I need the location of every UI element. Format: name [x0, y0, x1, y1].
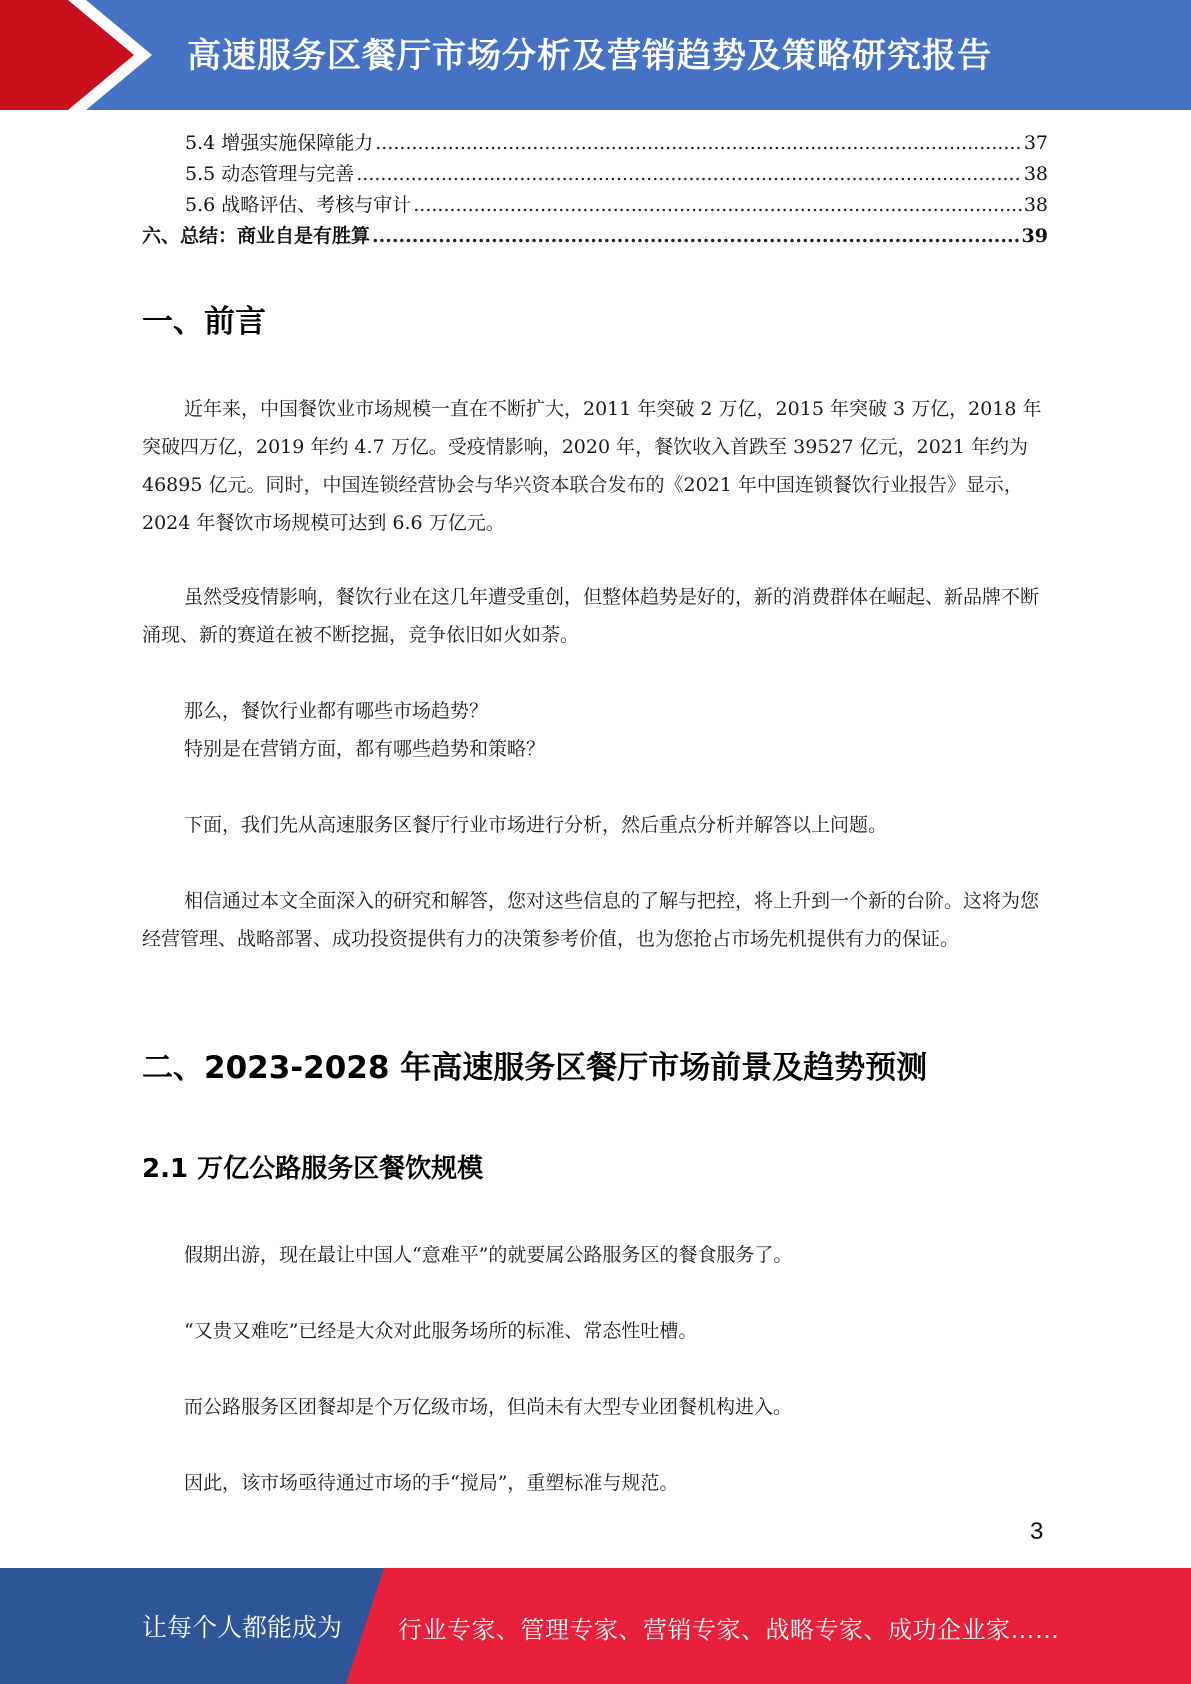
- toc-entry-chapter[interactable]: [142, 221, 1048, 252]
- paragraph: 特别是在营销方面，都有哪些趋势和策略？: [184, 738, 546, 760]
- toc-entry-label: 5.5 动态管理与完善: [185, 163, 355, 185]
- toc-entry-page: 37: [1023, 132, 1048, 154]
- paragraph: 相信通过本文全面深入的研究和解答，您对这些信息的了解与把控，将上升到一个新的台阶。这将为您经营管理、战略部署、成功投资提供有力的决策参考价值，也为您抢占市场先机提供有力的保证。: [142, 890, 1040, 950]
- toc-leader-dots: [413, 194, 1022, 216]
- toc-entry-page: 38: [1023, 163, 1048, 185]
- toc-entry-label: 5.6 战略评估、考核与审计: [185, 194, 412, 216]
- paragraph: 而公路服务区团餐却是个万亿级市场，但尚未有大型专业团餐机构进入。: [184, 1396, 793, 1418]
- toc-leader-dots: [356, 163, 1022, 185]
- toc-entry-page: 39: [1021, 225, 1048, 247]
- report-title: 高速服务区餐厅市场分析及营销趋势及策略研究报告: [187, 36, 992, 76]
- footer-slogan-right: 行业专家、管理专家、营销专家、战略专家、成功企业家……: [398, 1616, 1060, 1644]
- section-heading-preface: 一、前言: [142, 304, 266, 340]
- toc-leader-dots: [375, 132, 1022, 154]
- paragraph: 那么，餐饮行业都有哪些市场趋势？: [184, 700, 489, 722]
- paragraph: 近年来，中国餐饮业市场规模一直在不断扩大，2011 年突破 2 万亿，2015 年突破 3 万亿，2018 年突破四万亿，2019 年约 4.7 万亿。受疫情影响，2020 年，餐饮收入首跌至 39527 亿元，2021 年约为 46895 亿元。同时，中国连锁经营协会与华兴资本联合发布的《2021 年中国连锁餐饮行业报告》显示，2024 年餐饮市场规模可达到 6.6 万亿元。: [142, 398, 1042, 534]
- footer-slogan-left: 让每个人都能成为: [142, 1613, 343, 1642]
- subsection-heading: 2.1 万亿公路服务区餐饮规模: [142, 1154, 484, 1184]
- toc-leader-dots: [372, 225, 1020, 247]
- header-red-chevron: [0, 0, 150, 110]
- page-header: [0, 0, 1191, 110]
- toc-entry-label: 5.4 增强实施保障能力: [185, 132, 374, 154]
- paragraph: 假期出游，现在最让中国人“意难平”的就要属公路服务区的餐食服务了。: [184, 1244, 793, 1266]
- toc-entry[interactable]: [142, 190, 1048, 221]
- section-heading-forecast: 二、2023-2028 年高速服务区餐厅市场前景及趋势预测: [142, 1050, 928, 1086]
- paragraph: 因此，该市场亟待通过市场的手“搅局”，重塑标准与规范。: [184, 1472, 679, 1494]
- paragraph: 虽然受疫情影响，餐饮行业在这几年遭受重创，但整体趋势是好的，新的消费群体在崛起、新品牌不断涌现、新的赛道在被不断挖掘，竞争依旧如火如荼。: [142, 586, 1040, 646]
- toc-entry-page: 38: [1023, 194, 1048, 216]
- paragraph: “又贵又难吃”已经是大众对此服务场所的标准、常态性吐槽。: [184, 1320, 698, 1342]
- toc-entry[interactable]: [142, 128, 1048, 159]
- toc-entry[interactable]: [142, 159, 1048, 190]
- page-number: 3: [1030, 1518, 1044, 1545]
- toc-entry-label: 六、总结：商业自是有胜算: [142, 225, 371, 247]
- table-of-contents: [142, 128, 1048, 252]
- page-footer: [0, 1568, 1191, 1684]
- paragraph: 下面，我们先从高速服务区餐厅行业市场进行分析，然后重点分析并解答以上问题。: [184, 814, 888, 836]
